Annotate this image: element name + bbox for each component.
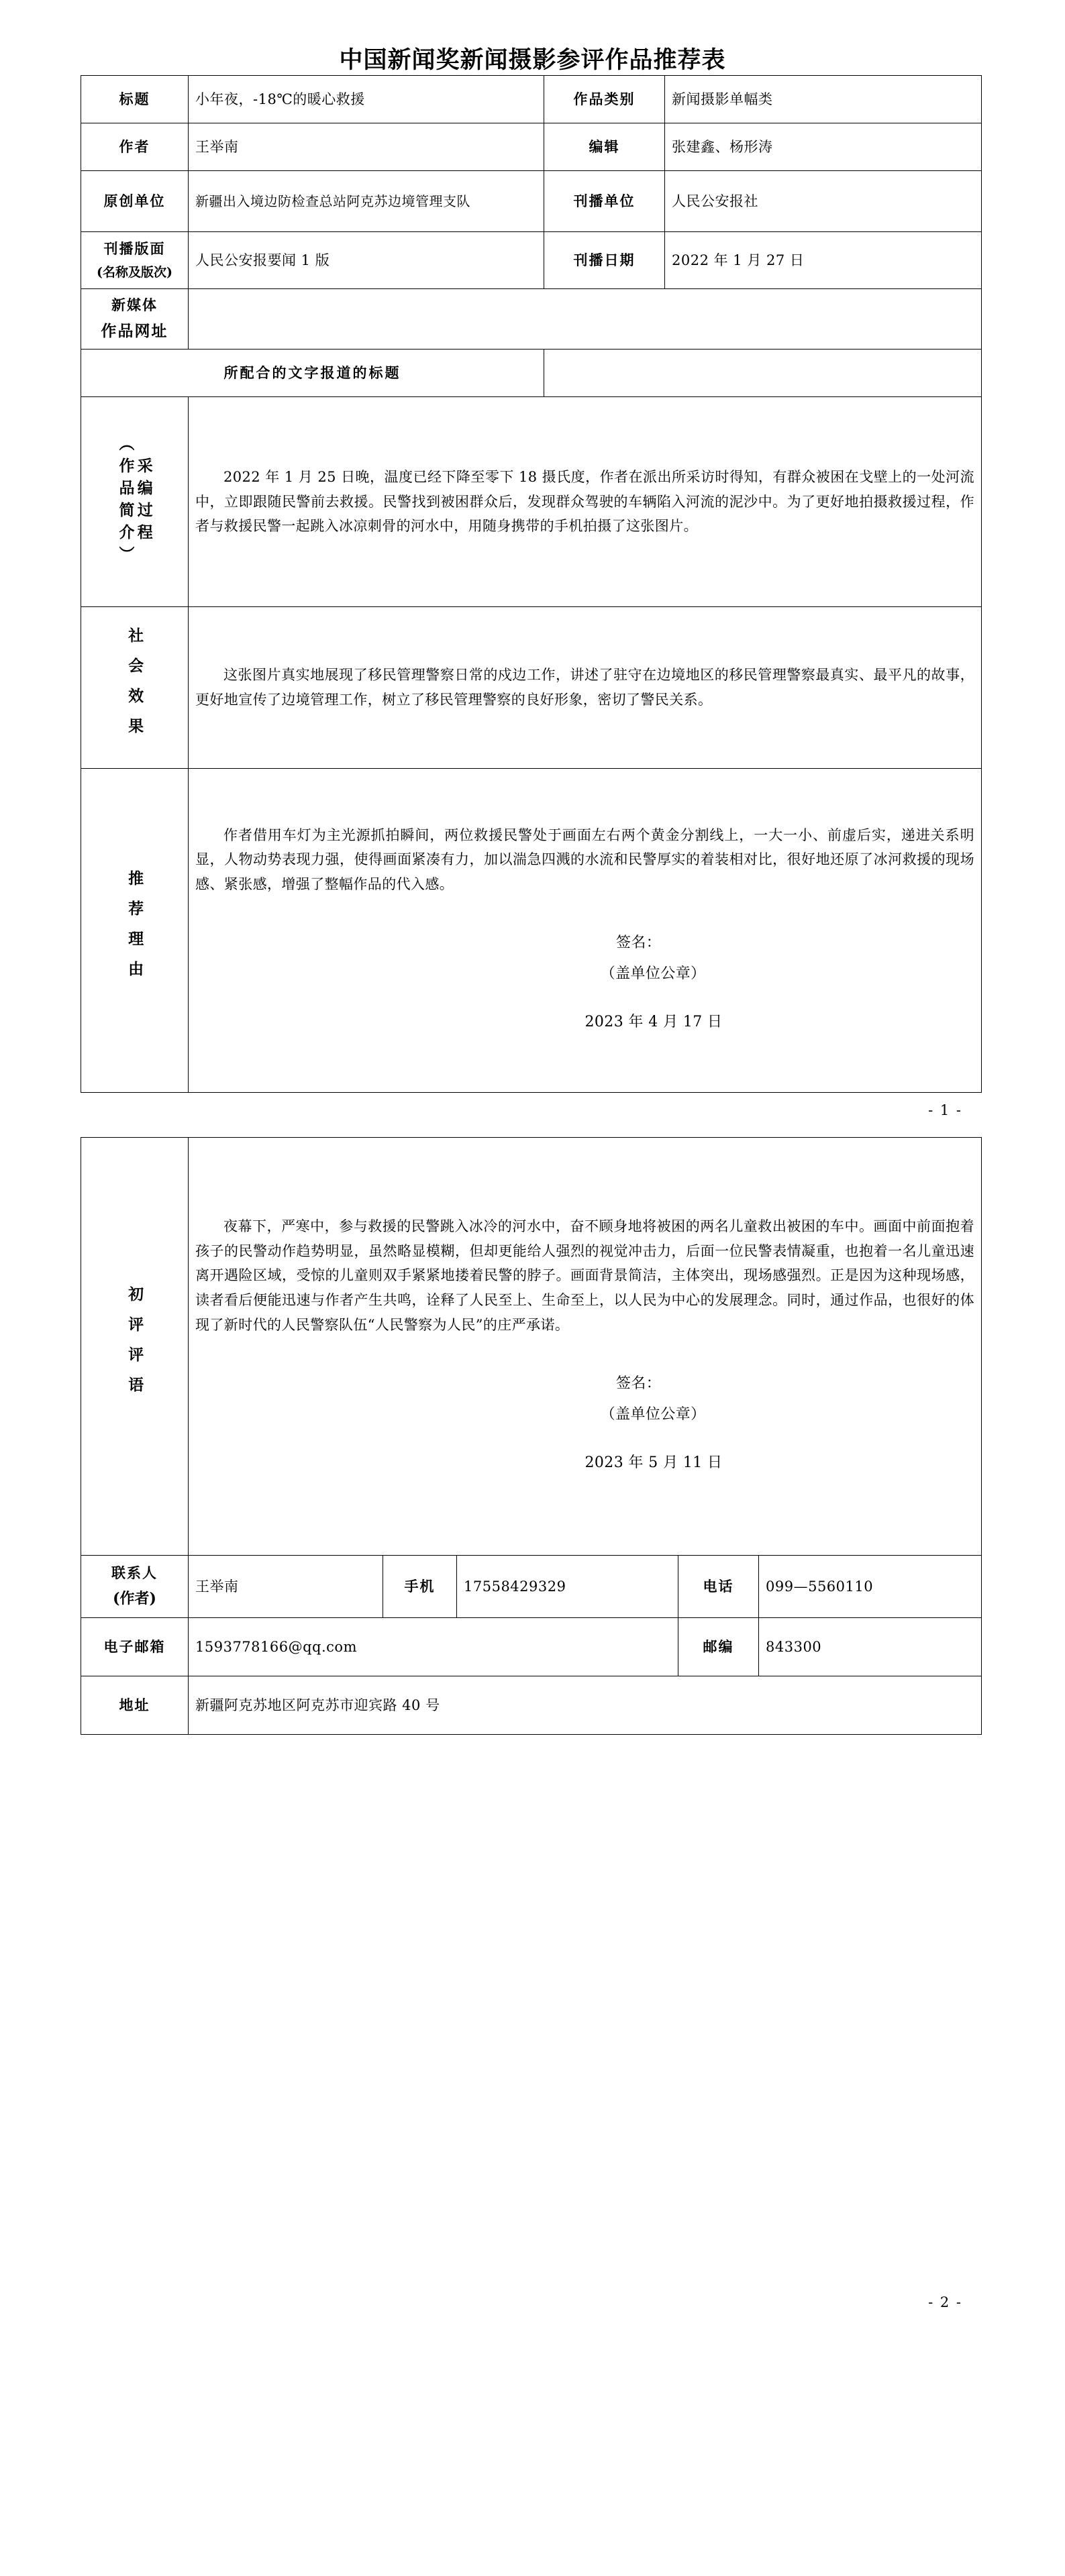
label-phone: 电话 — [678, 1556, 759, 1618]
label-newmedia-line2: 作品网址 — [101, 321, 168, 340]
label-newmedia-line1: 新媒体 — [111, 297, 158, 313]
label-contact-line1: 联系人 — [111, 1564, 158, 1582]
table-row-initial-review — [81, 1138, 982, 1556]
value-author[interactable]: 王举南 — [189, 123, 544, 171]
value-publish-unit[interactable]: 人民公安报社 — [665, 171, 982, 232]
table-row-email — [81, 1618, 982, 1676]
signature-date-1[interactable]: 2023 年 4 月 17 日 — [585, 1014, 723, 1031]
label-recommend-text: 推荐理由 — [125, 870, 144, 991]
label-newmedia-url — [81, 289, 189, 350]
table-row-newmedia-url — [81, 289, 982, 350]
value-mobile[interactable]: 17558429329 — [457, 1556, 678, 1618]
label-author: 作者 — [81, 123, 189, 171]
label-title: 标题 — [81, 76, 189, 123]
value-layout[interactable]: 人民公安报要闻 1 版 — [189, 232, 544, 289]
signature-date-2[interactable]: 2023 年 5 月 11 日 — [585, 1454, 723, 1471]
label-address: 地址 — [81, 1676, 189, 1735]
cell-process-text — [189, 397, 982, 607]
value-origin-unit[interactable]: 新疆出入境边防检查总站阿克苏边境管理支队 — [189, 171, 544, 232]
page-footer-1: - 1 - — [928, 1102, 962, 1118]
page-title: 中国新闻奖新闻摄影参评作品推荐表 — [339, 46, 726, 74]
cell-effect-text — [189, 607, 982, 769]
value-editor[interactable]: 张建鑫、杨形涛 — [665, 123, 982, 171]
value-title[interactable]: 小年夜，-18℃的暖心救援 — [189, 76, 544, 123]
value-publish-date[interactable]: 2022 年 1 月 27 日 — [665, 232, 982, 289]
label-category: 作品类别 — [544, 76, 665, 123]
label-layout — [81, 232, 189, 289]
label-companion-headline: 所配合的文字报道的标题 — [81, 350, 544, 397]
label-layout-sub: (名称及版次) — [97, 264, 172, 280]
label-process-left: （作品简介） — [116, 435, 135, 568]
value-address[interactable]: 新疆阿克苏地区阿克苏市迎宾路 40 号 — [189, 1676, 982, 1735]
label-process-right: 采编过程 — [134, 458, 153, 546]
table-row-title — [81, 76, 982, 123]
value-category[interactable]: 新闻摄影单幅类 — [665, 76, 982, 123]
page-footer-2: - 2 - — [928, 2294, 962, 2310]
recommendation-form-table — [81, 75, 982, 1093]
table-row-companion-headline — [81, 350, 982, 397]
label-recommend — [81, 769, 189, 1093]
seal-label-2: （盖单位公章） — [600, 1405, 706, 1423]
label-initial-review — [81, 1138, 189, 1556]
label-initial-review-text: 初评评语 — [125, 1286, 144, 1407]
value-contact-person[interactable]: 王举南 — [189, 1556, 383, 1618]
label-effect-text: 社会效果 — [125, 627, 144, 748]
value-phone[interactable]: 099—5560110 — [759, 1556, 982, 1618]
value-newmedia-url[interactable] — [189, 289, 982, 350]
label-origin-unit: 原创单位 — [81, 171, 189, 232]
signature-label-1[interactable]: 签名： — [615, 934, 662, 951]
label-publish-unit: 刊播单位 — [544, 171, 665, 232]
label-email: 电子邮箱 — [81, 1618, 189, 1676]
label-effect — [81, 607, 189, 769]
table-row-contact — [81, 1556, 982, 1618]
label-contact-person — [81, 1556, 189, 1618]
label-zip: 邮编 — [678, 1618, 759, 1676]
table-row-recommend — [81, 769, 982, 1093]
seal-label-1: （盖单位公章） — [600, 965, 706, 983]
label-layout-main: 刊播版面 — [103, 240, 166, 257]
table-row-origin-unit — [81, 171, 982, 232]
signature-block-recommend — [195, 928, 974, 1038]
label-contact-line2: (作者) — [113, 1590, 156, 1608]
label-process — [81, 397, 189, 607]
table-row-layout — [81, 232, 982, 289]
cell-initial-review-text — [189, 1138, 982, 1556]
label-publish-date: 刊播日期 — [544, 232, 665, 289]
value-companion-headline[interactable] — [544, 350, 982, 397]
page2-bottom-whitespace — [81, 1735, 984, 2285]
value-email[interactable]: 1593778166@qq.com — [189, 1618, 678, 1676]
signature-label-2[interactable]: 签名： — [615, 1375, 662, 1392]
recommend-paragraph[interactable]: 作者借用车灯为主光源抓拍瞬间，两位救援民警处于画面左右两个黄金分割线上，一大一小、前虚后实，递进关系明显，人物动势表现力强，使得画面紧凑有力，加以湍急四溅的水流和民警厚实的着装相对比，很好地还原了冰河救援的现场感、紧张感，增强了整幅作品的代入感。 — [195, 826, 974, 893]
label-editor: 编辑 — [544, 123, 665, 171]
table-row-address — [81, 1676, 982, 1735]
cell-recommend-text — [189, 769, 982, 1093]
table-row-author — [81, 123, 982, 171]
page2-form-table — [81, 1137, 982, 1735]
signature-block-initial-review — [195, 1368, 974, 1479]
value-zip[interactable]: 843300 — [759, 1618, 982, 1676]
table-row-effect — [81, 607, 982, 769]
effect-paragraph[interactable]: 这张图片真实地展现了移民管理警察日常的戍边工作，讲述了驻守在边境地区的移民管理警察最真实、最平凡的故事，更好地宣传了边境管理工作，树立了移民管理警察的良好形象，密切了警民关系。 — [195, 667, 974, 708]
label-mobile: 手机 — [383, 1556, 457, 1618]
table-row-process — [81, 397, 982, 607]
page-break-gap — [81, 1118, 984, 1137]
initial-review-paragraph[interactable]: 夜幕下，严寒中，参与救援的民警跳入冰冷的河水中，奋不顾身地将被困的两名儿童救出被困的车中。画面中前面抱着孩子的民警动作趋势明显，虽然略显模糊，但却更能给人强烈的视觉冲击力，后面一位民警表情凝重，也抱着一名儿童迅速离开遇险区域，受惊的儿童则双手紧紧地搂着民警的脖子。画面背景简洁，主体突出，现场感强烈。正是因为这种现场感，读者看后便能迅速与作者产生共鸣，诠释了人民至上、生命至上，以人民为中心的发展理念。同时，通过作品，也很好的体现了新时代的人民警察队伍“人民警察为人民”的庄严承诺。 — [195, 1218, 975, 1333]
process-paragraph[interactable]: 2022 年 1 月 25 日晚，温度已经下降至零下 18 摄氏度，作者在派出所采访时得知，有群众被困在戈壁上的一处河流中，立即跟随民警前去救援。民警找到被困群众后，发现群众驾驶的车辆陷入河流的泥沙中。为了更好地拍摄救援过程，作者与救援民警一起跳入冰凉刺骨的河水中，用随身携带的手机拍摄了这张图片。 — [195, 468, 974, 535]
